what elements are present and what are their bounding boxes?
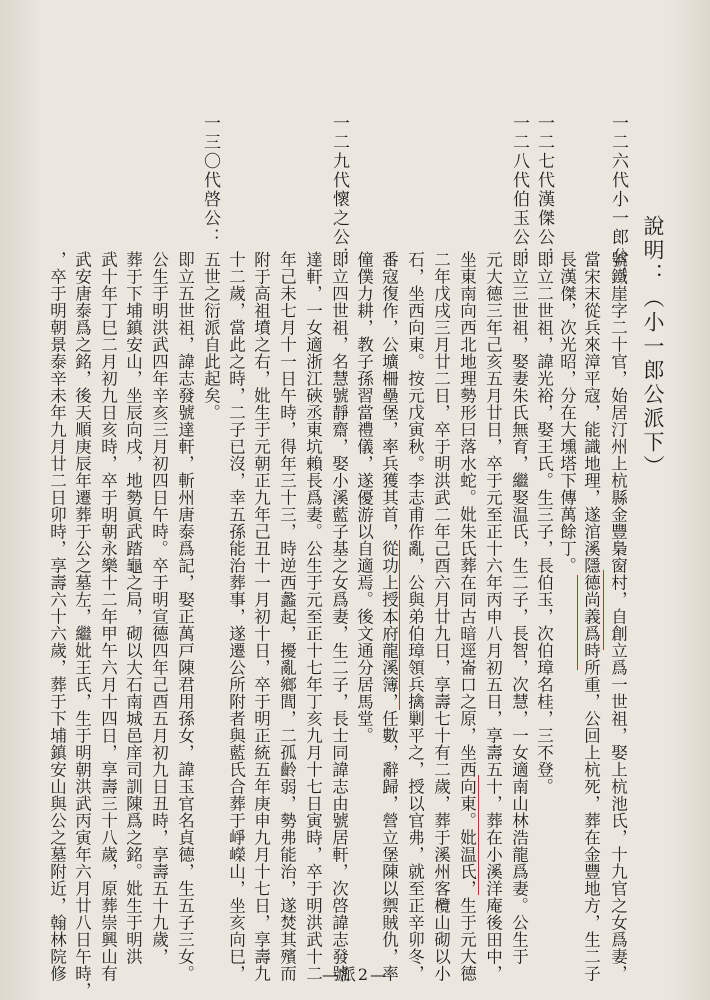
section-heading-128: 一二八代伯玉公： bbox=[509, 114, 529, 266]
annotation-underline bbox=[478, 775, 479, 895]
section-129-line-4: 附于高祖墳之右，妣生于元朝正九年己丑十一月初十日，卒于明正統五年庚申九月十七日，享壽九 bbox=[251, 251, 271, 982]
section-128-line-7: 僮僕力耕，教子孫習當禮儀，遂優游以自適焉。後文通分居馬堂。 bbox=[354, 251, 374, 744]
section-heading-127: 一二七代漢傑公： bbox=[534, 114, 554, 266]
section-130-line-5: 武安唐泰爲之銘，後天順庚辰年遷葬于公之墓左，繼妣王氏，生于明朝洪武丙寅年六月廿八日午時， bbox=[72, 251, 92, 999]
section-129-line-5: 十二歲，當此之時，二子已沒，幸五孫能治葬事，遂遷公所附者與藍氏合葬于崢嶸山，坐亥向巳， bbox=[226, 251, 246, 982]
annotation-underline bbox=[399, 540, 400, 710]
section-130-line-4: 武十年丁巳二月初九日亥時，卒于明朝永樂十二年甲午六月十四日，享壽三十八歲，原葬崇興山有 bbox=[98, 251, 118, 982]
section-126-line-2: 當宋末從兵來漳平寇，能識地理，遂涫溪隱德尚義爲時所重，公回上杭死，葬在金豐地方，生二子 bbox=[581, 251, 601, 982]
section-130-line-3: 葬于下埔鎮安山，坐辰向戌，地勢眞武踏龜之局，砌以大石南城邑庠司訓陳爲之銘。妣生于明洪 bbox=[123, 251, 143, 965]
section-128-line-3: 坐東南向西北地理勢形曰落水蛇。妣朱氏葬在同古暗逕崙口之原，坐西向東。妣温氏，生于元大德 bbox=[457, 251, 477, 982]
page-number: —派2— bbox=[321, 965, 389, 984]
section-128-line-6: 番寇復作，公壙柵壘堡，率兵獲其首，從功上授本府龍溪簿，任數，辭歸，營立堡陳以禦賊仇，率 bbox=[379, 251, 399, 982]
section-129-line-2: 達軒，一女適浙江硤丞東坑賴長爲妻。公生于元至正十七年丁亥九月十七日寅時，卒于明洪武十二 bbox=[303, 251, 323, 982]
annotation-underline bbox=[603, 570, 604, 650]
section-130-line-6: ，卒于明朝景泰辛未年九月廿二日卯時，享壽六十六歲，葬于下埔鎮安山與公之墓附近，翰林院修 bbox=[47, 251, 67, 982]
section-heading-130: 一三〇代啓公： bbox=[200, 114, 220, 247]
section-130-line-2: 公生于明洪武四年辛亥三月初四日午時。卒于明宣德四年己酉五月初九日丑時，享壽五十九歲， bbox=[149, 251, 169, 965]
page-title: 說明：（小一郎公派下） bbox=[641, 215, 665, 479]
section-heading-129: 一二九代懷之公： bbox=[329, 114, 349, 266]
section-129-line-3: 年己未七月十一日午時，得年三十三，時逆西蠡起，擾亂鄉閭，二孤齡弱，勢弗能治，遂焚其殯而 bbox=[277, 251, 297, 982]
section-128-line-2: 元大德三年己亥五月廿日，卒于元至正十六年丙申八月初五日，享壽五十，葬在小溪洋庵後田中， bbox=[483, 251, 503, 982]
section-126-line-3: 長漢傑，次光昭，分在大壎塔下傳萬餘丁。 bbox=[557, 251, 577, 574]
section-128-line-1: 即立三世祖，娶妻朱氏無育，繼娶温氏，生二子，長智，次慧，一女適南山林浩龍爲妻。公生于 bbox=[509, 251, 529, 965]
section-heading-126: 一二六代小一郎公： bbox=[608, 114, 628, 285]
section-128-line-4: 二年戊戌三月廿二日，卒于明洪武二年己酉六月廿九日，享壽七十有二歲，葬于溪州客欖山砌以小 bbox=[431, 251, 451, 982]
section-130-line-1: 即立五世祖，諱志發號達軒，斬州唐泰爲記，娶正萬戸陳君用孫女，諱玉官名貞德，生五子三女。 bbox=[175, 251, 195, 982]
annotation-underline bbox=[577, 575, 578, 670]
section-129-line-1: 即立四世祖，名慧號靜齋，娶小溪藍子基之女爲妻，生二子，長士同諱志由號居軒，次啓諱志發號 bbox=[329, 251, 349, 982]
section-127-line-1: 即立二世祖，諱光裕，娶王氏。生三子，長伯玉，次伯璋名桂，三不登。 bbox=[534, 251, 554, 795]
section-129-line-6: 五世之衍派自此起矣。 bbox=[201, 251, 221, 421]
section-128-line-5: 石，坐西向東。按元戊寅秋。李志甫作亂，公與弟伯璋領兵擒剿平之，授以官弗，就至正辛卯冬， bbox=[405, 251, 425, 982]
section-126-line-1: 號鐵崖字二十官，始居汀州上杭縣金豐梟窗村，自創立爲一世祖，娶上杭池氏，十九官之女爲妻， bbox=[608, 251, 628, 982]
